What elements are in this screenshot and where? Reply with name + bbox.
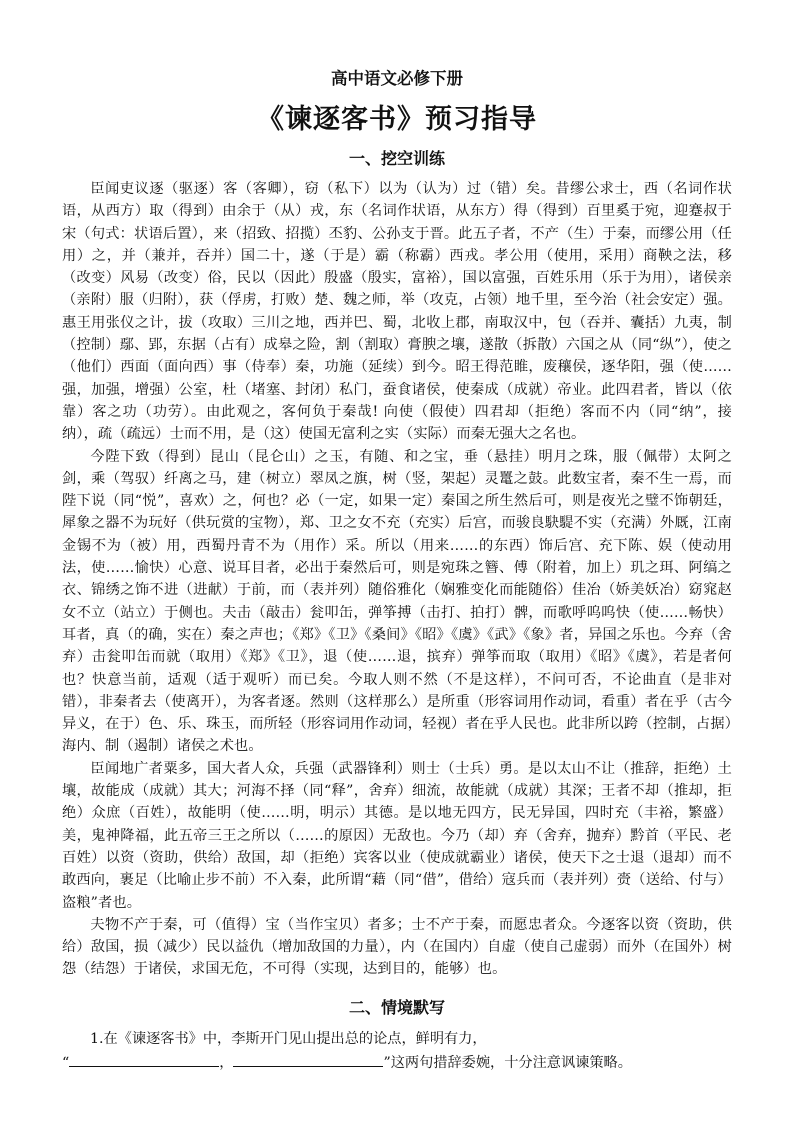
question-1-prompt: 1.在《谏逐客书》中，李斯开门见山提出总的论点，鲜明有力，	[90, 1030, 487, 1047]
section-heading-cloze: 一、挖空训练	[348, 149, 445, 168]
document-subtitle: 高中语文必修下册	[331, 69, 463, 88]
answer-blank-1[interactable]	[69, 1051, 219, 1067]
section-heading-recitation: 二、情境默写	[348, 997, 445, 1017]
question-1-blanks-line	[62, 1051, 732, 1075]
question-1-tail: ”这两句措辞委婉，十分注意讽谏策略。	[383, 1054, 632, 1071]
blank-separator: ，	[219, 1054, 234, 1071]
document-title: 《谏逐客书》预习指导	[257, 104, 537, 135]
paragraph-3: 臣闻地广者粟多，国大者人众，兵强（武器锋利）则士（士兵）勇。是以太山不让（推辞，拒绝）土壤，故能成（成就）其大；河海不择（同“释”，舍弃）细流，故能就（成就）其深；王者不却（推却，拒绝）众庶（百姓），故能明（使……明，明示）其德。是以地无四方，民无异国，四时充（丰裕，繁盛）美，鬼神降福，此五帝三王之所以（……的原因）无敌也。今乃（却）弃（舍弃，抛弃）黔首（平民、老百姓）以资（资助，供给）敌国，却（拒绝）宾客以业（使成就霸业）诸侯，使天下之士退（退却）而不敢西向，裹足（比喻止步不前）不入秦，此所谓“藉（同“借”，借给）寇兵而（表并列）赍（送给、付与）盗粮”者也。	[62, 760, 732, 911]
paragraph-2: 今陛下致（得到）昆山（昆仑山）之玉，有随、和之宝，垂（悬挂）明月之珠，服（佩带）太阿之剑，乘（驾驭）纤离之马，建（树立）翠凤之旗，树（竖，架起）灵鼍之鼓。此数宝者，秦不生一焉，而陛下说（同“悦”，喜欢）之，何也？必（一定，如果一定）秦国之所生然后可，则是夜光之璧不饰朝廷，犀象之器不为玩好（供玩赏的宝物），郑、卫之女不充（充实）后宫，而骏良駃騠不实（充满）外厩，江南金锡不为（被）用，西蜀丹青不为（用作）采。所以（用来……的东西）饰后宫、充下陈、娱（使动用法，使……愉快）心意、说耳目者，必出于秦然后可，则是宛珠之簪、傅（附着，加上）玑之珥、阿缟之衣、锦绣之饰不进（进献）于前，而（表并列）随俗雅化（娴雅变化而能随俗）佳冶（娇美妖冶）窈窕赵女不立（站立）于侧也。夫击（敲击）瓮叩缶，弹筝搏（击打、拍打）髀，而歌呼呜呜快（使……畅快）耳者，真（的确，实在）秦之声也；《郑》《卫》《桑间》《昭》《虞》《武》《象》者，异国之乐也。今弃（舍弃）击瓮叩缶而就（取用）《郑》《卫》，退（使……退，摈弃）弹筝而取（取用）《昭》《虞》，若是者何也？快意当前，适观（适于观听）而已矣。今取人则不然（不是这样），不问可否，不论曲直（是非对错），非秦者去（使离开），为客者逐。然则（这样那么）是所重（形容词用作动词，看重）者在乎（古今异义，在于）色、乐、珠玉，而所轻（形容词用作动词，轻视）者在乎人民也。此非所以跨（控制，占据）海内、制（遏制）诸侯之术也。	[62, 448, 732, 755]
answer-blank-2[interactable]	[233, 1051, 383, 1067]
paragraph-1: 臣闻吏议逐（驱逐）客（客卿），窃（私下）以为（认为）过（错）矣。昔缪公求士，西（名词作状语，从西方）取（得到）由余于（从）戎，东（名词作状语，从东方）得（得到）百里奚于宛，迎蹇叔于宋（句式：状语后置），来（招致、招揽）丕豹、公孙支于晋。此五子者，不产（生）于秦，而缪公用（任用）之，并（兼并，吞并）国二十，遂（于是）霸（称霸）西戎。孝公用（使用，采用）商鞅之法，移（改变）风易（改变）俗，民以（因此）殷盛（殷实，富裕），国以富强，百姓乐用（乐于为用），诸侯亲（亲附）服（归附），获（俘虏，打败）楚、魏之师，举（攻克，占领）地千里，至今治（社会安定）强。惠王用张仪之计，拔（攻取）三川之地，西并巴、蜀，北收上郡，南取汉中，包（吞并、囊括）九夷，制（控制）鄢、郢，东据（占有）成皋之险，割（割取）膏腴之壤，遂散（拆散）六国之从（同“纵”），使之（他们）西面（面向西）事（侍奉）秦，功施（延续）到今。昭王得范睢，废穰侯，逐华阳，强（使……强，加强，增强）公室，杜（堵塞、封闭）私门，蚕食诸侯，使秦成（成就）帝业。此四君者，皆以（依靠）客之功（功劳）。由此观之，客何负于秦哉! 向使（假使）四君却（拒绝）客而不内（同“纳”，接纳），疏（疏远）士而不用，是（这）使国无富利之实（实际）而秦无强大之名也。	[62, 181, 732, 443]
open-quote: “	[62, 1054, 70, 1071]
paragraph-4: 夫物不产于秦，可（值得）宝（当作宝贝）者多；士不产于秦，而愿忠者众。今逐客以资（资助，供给）敌国，损（减少）民以益仇（增加敌国的力量），内（在国内）自虚（使自己虚弱）而外（在国外）树怨（结怨）于诸侯，求国无危，不可得（实现，达到目的，能够）也。	[62, 916, 732, 978]
